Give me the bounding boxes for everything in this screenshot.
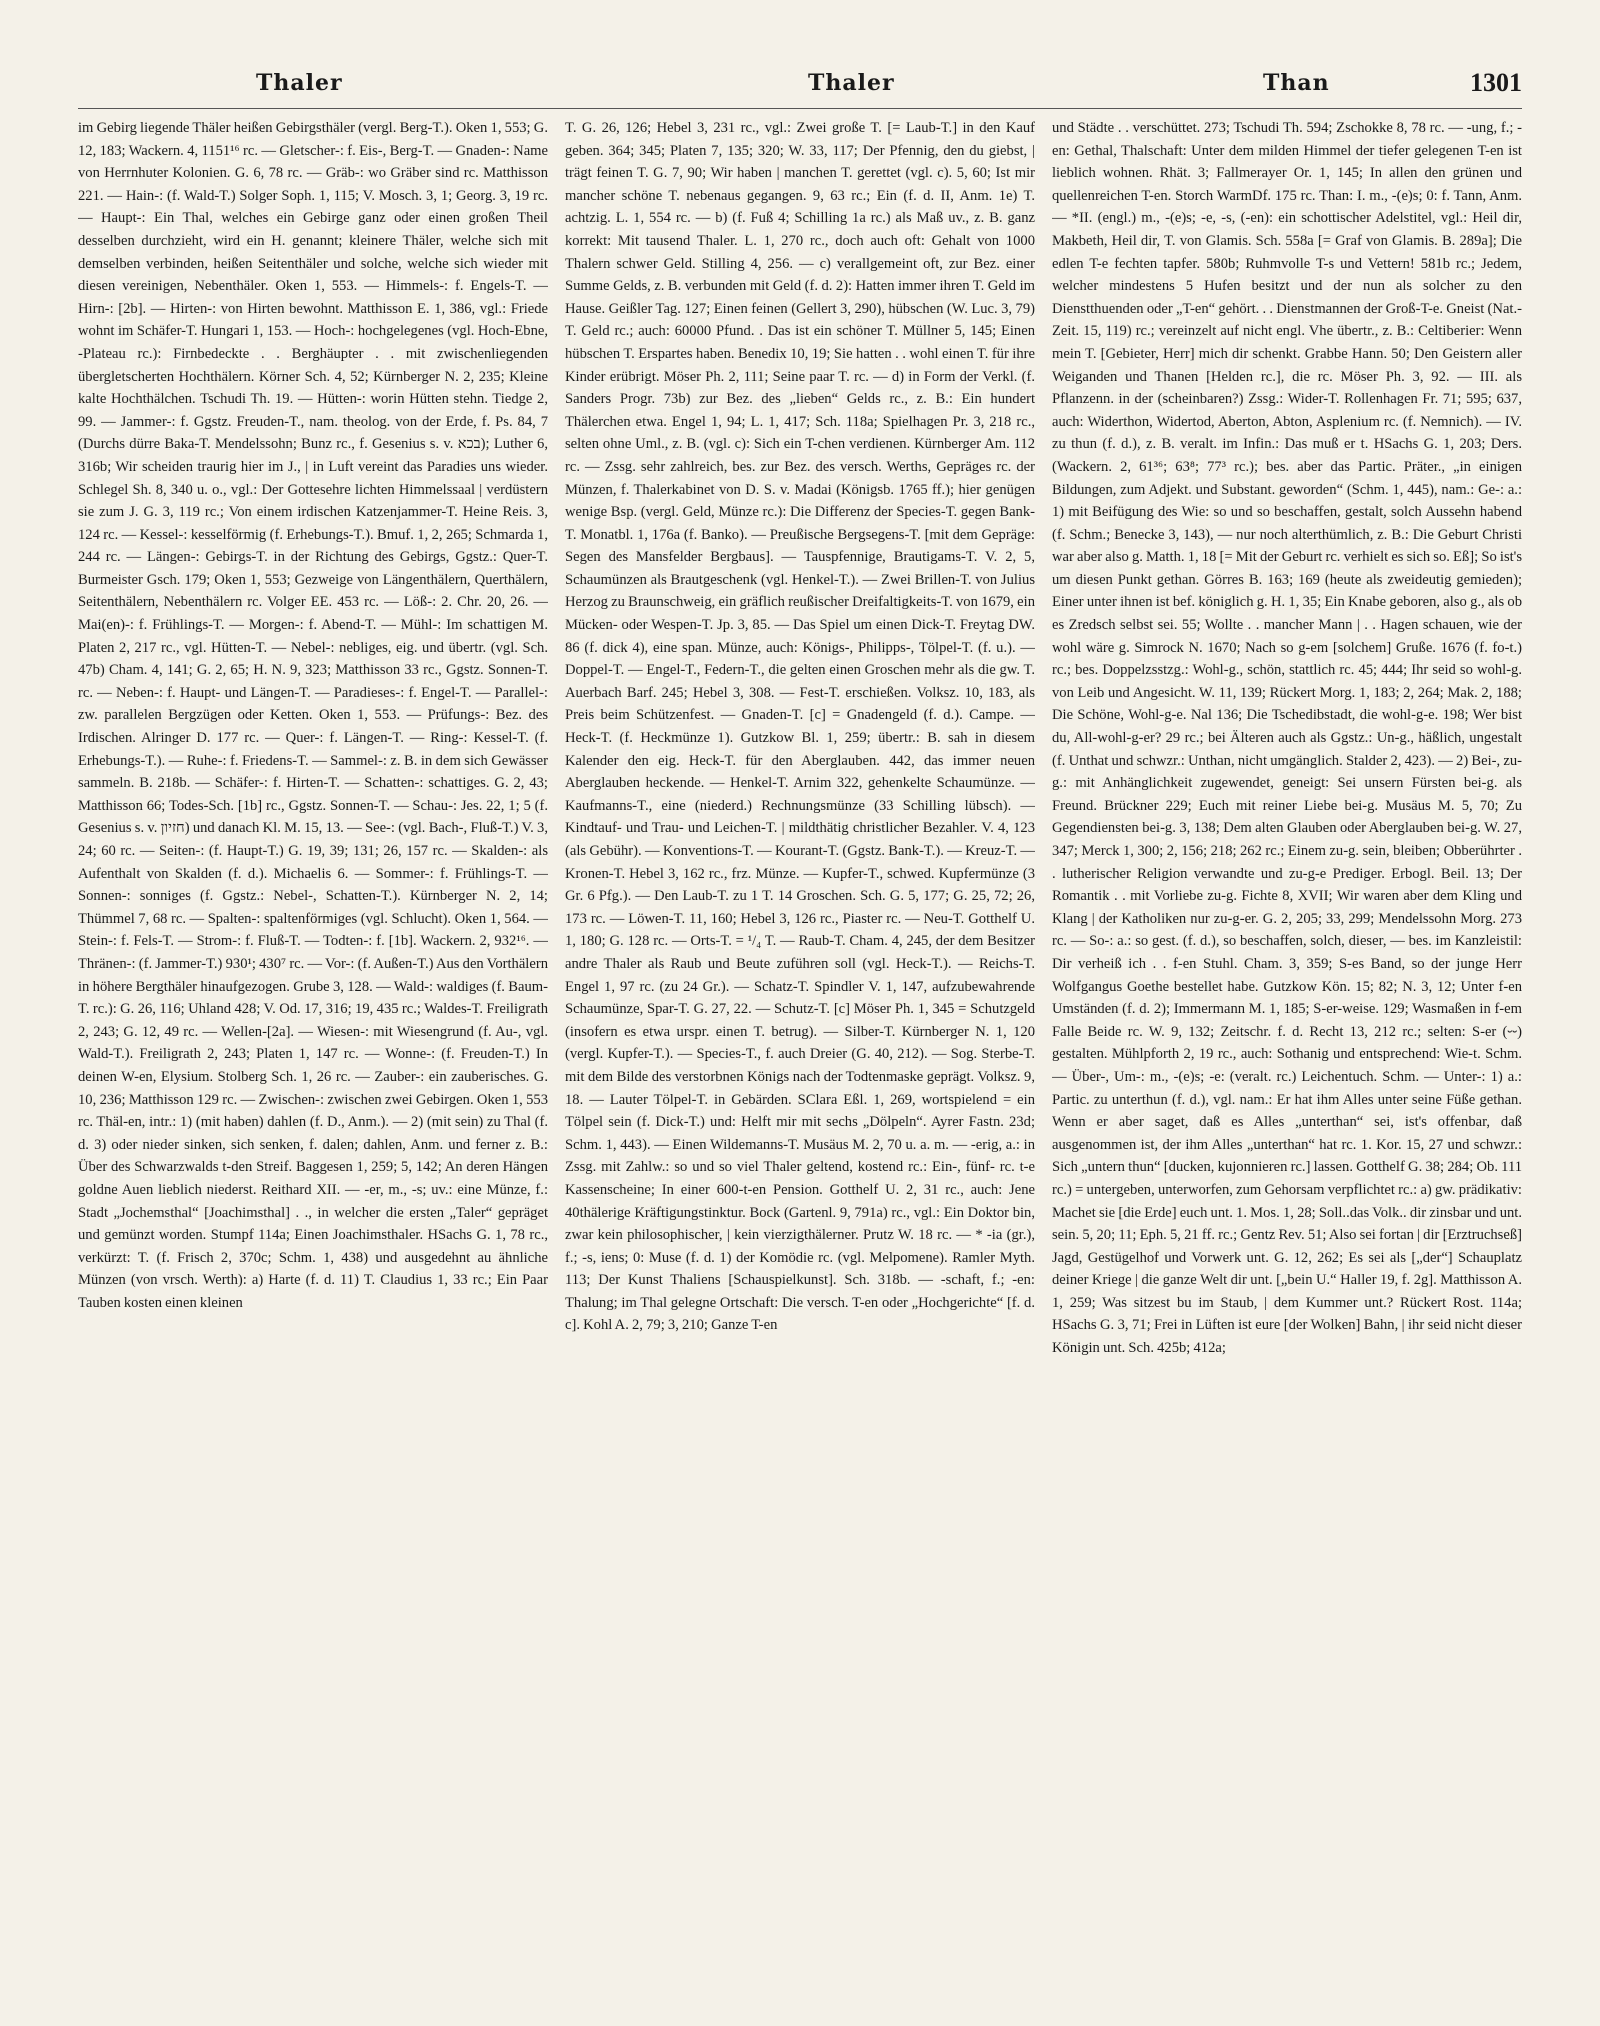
column-left: im Gebirg liegende Thäler heißen Gebirgsthäler (vergl. Berg-T.). Oken 1, 553; G. 12, 183; Wackern. 4, 1151¹⁶ rc. — Gletscher-: f. Eis-, Berg-T. — Gnaden-: Name von Herrnhuter Kolonien. G. 6, 78 rc. — Gräb-: wo Gräber sind rc. Matthisson 221. — Hain-: (f. Wald-T.) Solger Soph. 1, 115; V. Mosch. 3, 1; Georg. 3, 19 rc. — Haupt-: Ein Thal, welches ein Gebirge ganz oder einen großen Theil desselben durchzieht, wird ein H. genannt; kleinere Thäler, welche sich mit demselben verbinden, heißen Seitenthäler und solche, welche sich wieder mit diesen vereinigen, Nebenthäler. Oken 1, 553. — Himmels-: f. Engels-T. — Hirn-: [2b]. — Hirten-: von Hirten bewohnt. Matthisson E. 1, 386, vgl.: Friede wohnt im Schäfer-T. Hungari 1, 153. — Hoch-: hochgelegenes (vgl. Hoch-Ebne, -Plateau rc.): Firnbedeckte . . Berghäupter . . mit zwischenliegenden übergletscherten Hochthälern. Körner Sch. 4, 52; Kürnberger N. 2, 235; Kleine kalte Hochthälchen. Tschudi Th. 19. — Hütten-: worin Hütten stehn. Tiedge 2, 99. — Jammer-: f. Ggstz. Freuden-T., nam. theolog. von der Erde, f. Ps. 84, 7 (Durchs dürre Baka-T. Mendelssohn; Bunz rc., f. Gesenius s. v. בכא); Luther 6, 316b; Wir scheiden traurig hier im J., | in Luft vereint das Paradies uns wieder. Schlegel Sh. 8, 340 u. o., vgl.: Der Gottesehre lichten Himmelssaal | verdüstern sie zum J. G. 3, 119 rc.; Von einem irdischen Katzenjammer-T. Heine Reis. 3, 124 rc. — Kessel-: kesselförmig (f. Erhebungs-T.). Bmuf. 1, 2, 265; Schmarda 1, 244 rc. — Längen-: Gebirgs-T. in der Richtung des Gebirgs, Ggstz.: Quer-T. Burmeister Gsch. 179; Oken 1, 553; Gezweige von Längenthälern, Querthälern, Seitenthälern, Nebenthälern rc. Volger EE. 453 rc. — Löß-: 2. Chr. 20, 26. — Mai(en)-: f. Frühlings-T. — Morgen-: f. Abend-T. — Mühl-: Im schattigen M. Platen 2, 217 rc., vgl. Hütten-T. — Nebel-: nebliges, eig. und übertr. (vgl. Sch. 47b) Cham. 4, 141; G. 2, 65; H. N. 9, 323; Matthisson 33 rc., Ggstz. Sonnen-T. rc. — Neben-: f. Haupt- und Längen-T. — Paradieses-: f. Engel-T. — Parallel-: zw. parallelen Bergzügen oder Ketten. Oken 1, 553. — Prüfungs-: Bez. des Irdischen. Alringer D. 177 rc. — Quer-: f. Längen-T. — Ring-: Kessel-T. (f. Erhebungs-T.). — Ruhe-: f. Friedens-T. — Sammel-: z. B. in dem sich Gewässer sammeln. B. 218b. — Schäfer-: f. Hirten-T. — Schatten-: schattiges. G. 2, 43; Matthisson 66; Todes-Sch. [1b] rc., Ggstz. Sonnen-T. — Schau-: Jes. 22, 1; 5 (f. Gesenius s. v. חזיון) und danach Kl. M. 15, 13. — See-: (vgl. Bach-, Fluß-T.) V. 3, 24; 60 rc. — Seiten-: (f. Haupt-T.) G. 19, 39; 131; 26, 157 rc. — Skalden-: als Aufenthalt von Skalden (f. d.). Michaelis 6. — Sommer-: f. Frühlings-T. — Sonnen-: sonniges (f. Ggstz.: Nebel-, Schatten-T.). Kürnberger N. 2, 14; Thümmel 7, 68 rc. — Spalten-: spaltenförmiges (vgl. Schlucht). Oken 1, 564. — Stein-: f. Fels-T. — Strom-: f. Fluß-T. — Todten-: f. [1b]. Wackern. 2, 932¹⁶. — Thränen-: (f. Jammer-T.) 930¹; 430⁷ rc. — Vor-: (f. Außen-T.) Aus den Vorthälern in höhere Bergthäler hinaufgezogen. Grube 3, 128. — Wald-: waldiges (f. Baum-T. rc.): G. 26, 116; Uhland 428; V. Od. 17, 316; 19, 435 rc.; Waldes-T. Freiligrath 2, 243; G. 12, 49 rc. — Wellen-[2a]. — Wiesen-: mit Wiesengrund (f. Au-, vgl. Wald-T.). Freiligrath 2, 243; Platen 1, 147 rc. — Wonne-: (f. Freuden-T.) In deinen W-en, Elysium. Stolberg Sch. 1, 26 rc. — Zauber-: ein zauberisches. G. 10, 236; Matthisson 129 rc. — Zwischen-: zwischen zwei Gebirgen. Oken 1, 553 rc. Thäl-en, intr.: 1) (mit haben) dahlen (f. D., Anm.). — 2) (mit sein) zu Thal (f. d. 3) oder nieder sinken, sich senken, f. dalen; dahlen, Anm. und ferner z. B.: Über des Schwarzwalds t-den Streif. Baggesen 1, 259; 5, 142; An deren Hängen goldne Auen lieblich niederst. Reithard XII. — -er, m., -s; uv.: eine Münze, f.: Stadt „Jochemsthal“ [Joachimsthal] . ., in welcher die ersten „Taler“ gepräget und gemünzt worden. Stumpf 114a; Einen Joachimsthaler. HSachs G. 1, 78 rc., verkürzt: T. (f. Frisch 2, 370c; Schm. 1, 438) und ausgedehnt au ähnliche Münzen (von vrsch. Werth): a) Harte (f. d. 11) T. Claudius 1, 33 rc.; Ein Paar Tauben kosten einen kleinen bbox=[78, 120, 548, 1311]
column-right: und Städte . . verschüttet. 273; Tschudi Th. 594; Zschokke 8, 78 rc. — -ung, f.; -en: Gethal, Thalschaft: Unter dem milden Himmel der tiefer gelegenen T-en ist lieblich wohnen. Rhät. 3; Fallmerayer Or. 1, 145; In allen den grünen und quellenreichen T-en. Storch WarmDf. 175 rc. Than: I. m., -(e)s; 0: f. Tann, Anm. — *II. (engl.) m., -(e)s; -e, -s, (-en): ein schottischer Adelstitel, vgl.: Heil dir, Makbeth, Heil dir, T. von Glamis. Sch. 558a [= Graf von Glamis. B. 289a]; Die edlen T-e fechten tapfer. 580b; Ruhmvolle T-s und Vettern! 581b rc.; Jedem, welcher mindestens 5 Hufen besitzt und der nun als solcher zu den Dienstthuenden oder „T-en“ gehört. . . Dienstmannen der Groß-T-e. Gneist (Nat.-Zeit. 15, 119) rc.; vereinzelt auf nicht engl. Vhe übertr., z. B.: Celtiberier: Wenn mein T. [Gebieter, Herr] mich dir schenkt. Grabbe Hann. 50; Den Geistern aller Weiganden und Thanen [Helden rc.], die rc. Möser Ph. 3, 92. — III. als Pflanzenn. in der (scheinbaren?) Zssg.: Wider-T. Rollenhagen Fr. 71; 595; 637, auch: Widerthon, Widertod, Aberton, Abton, Asplenium rc. (f. Nemnich). — IV. zu thun (f. d.), z. B. veralt. im Infin.: Das muß er t. HSachs G. 1, 203; Ders. (Wackern. 2, 61³⁶; 63⁸; 77³ rc.); bes. aber das Partic. Präter., „in einigen Bildungen, zum Adjekt. und Substant. geworden“ (Schm. 1, 445), nam.: Ge-: a.: 1) mit Beifügung des Wie: so und so beschaffen, gestalt, solch Aussehn habend (f. Schm.; Benecke 3, 143), — nur noch alterthümlich, z. B.: Die Geburt Christi war aber also g. Matth. 1, 18 [= Mit der Geburt rc. verhielt es sich so. Eß]; So ist's um diesen Punkt gethan. Görres B. 163; 169 (heute als zweideutig gemieden); Einer unter ihnen ist bef. königlich g. H. 1, 35; Ein Knabe geboren, also g., als ob es Zredsch selbst sei. 55; Wollte . . mancher Mann | . . Hagen schauen, wie der wohl wäre g. Simrock N. 1670; Nach so g-em [solchem] Gruße. 1676 (f. fo-t.) rc.; bes. Doppelzsstzg.: Wohl-g., schön, stattlich rc. 45; 444; Ihr seid so wohl-g. von Leib und Angesicht. W. 11, 139; Rückert Morg. 1, 183; 2, 264; Mak. 2, 188; Die Schöne, Wohl-g-e. Nal 136; Die Tschedibstadt, die wohl-g-e. 198; Wer bist du, All-wohl-g-er? 29 rc.; bei Älteren auch als Ggstz.: Un-g., häßlich, ungestalt (f. Unthat und schwzr.: Unthan, nicht umgänglich. Stalder 2, 423). — 2) Bei-, zu-g.: mit Anhänglichkeit zugewendet, geneigt: Sei unsern Fürsten bei-g. als Freund. Brückner 229; Euch mit reiner Liebe bei-g. Musäus M. 5, 70; Zu Gegendiensten bei-g. 3, 138; Dem alten Glauben oder Aberglauben bei-g. W. 27, 347; Merck 1, 300; 2, 156; 218; 262 rc.; Einem zu-g. sein, bleiben; Obberührter . . lutherischer Religion verwandte und zu-g-e Prediger. Erbogl. Beil. 13; Der Romantik . . mit Vorliebe zu-g. Fichte 8, XVII; Wir waren aber dem Kling und Klang | der Katholiken nur zu-g-er. G. 2, 205; 33, 299; Mendelssohn Morg. 273 rc. — So-: a.: so gest. (f. d.), so beschaffen, solch, dieser, — bes. im Kanzleistil: Dir verheiß ich . . f-en Stuhl. Cham. 3, 359; S-es Band, so der junge Herr Wolfgangus Goethe bestellet habe. Gutzkow Kön. 15; 82; N. 3, 12; Unter f-en Umständen (f. d. 2); Immermann M. 1, 185; S-er-weise. 129; Wasmaßen in f-em Falle Beide rc. W. 9, 132; Zeitschr. f. d. Recht 13, 212 rc.; selten: S-er (⏑⏑) gestalten. Mühlpforth 2, 19 rc., auch: Sothanig und entsprechend: Wie-t. Schm. — Über-, Um-: m., -(e)s; -e: (veralt. rc.) Leichentuch. Schm. — Unter-: 1) a.: Partic. zu unterthun (f. d.), vgl. nam.: Er hat ihm Alles unter seine Füße gethan. Wenn er aber saget, daß es Alles „unterthan“ sei, ist's offenbar, daß ausgenommen ist, der ihm Alles „unterthan“ hat rc. 1. Kor. 15, 27 und schwzr.: Sich „untern thun“ [ducken, kujonnieren rc.] lassen. Gotthelf G. 38; 284; Ob. 111 rc.) = untergeben, unterworfen, zum Gehorsam verpflichtet rc.: a) gw. prädikativ: Machet sie [die Erde] euch unt. 1. Mos. 1, 28; Soll..das Volk.. dir zinsbar und unt. sein. 5, 20; 11; Eph. 5, 21 ff. rc.; Gentz Rev. 51; Also sei fortan | dir [Erztruchseß] Jagd, Gestügelhof und Vorwerk unt. G. 12, 262; Es sei als [„der“] Schauplatz deiner Kriege | die ganze Welt dir unt. [„bein U.“ Haller 19, f. 2g]. Matthisson A. 1, 259; Was sitzest bu im Staub, | dem Kummer unt.? Rückert Rost. 114a; HSachs G. 3, 71; Frei in Lüften ist eure [der Wolken] Bahn, | ihr seid nicht dieser Königin unt. Sch. 425b; 412a; bbox=[1052, 120, 1522, 1357]
text-columns bbox=[78, 117, 1522, 1997]
running-head-center: Thaler bbox=[808, 70, 895, 96]
column-middle: T. G. 26, 126; Hebel 3, 231 rc., vgl.: Zwei große T. [= Laub-T.] in den Kauf geben. 364; 345; Platen 7, 135; 320; W. 33, 117; Der Pfennig, den du giebst, | trägt feinen T. G. 7, 90; Wir haben | manchen T. gerettet (vgl. c). 5, 60; Ist mir mancher schöne T. nebenaus gegangen. 9, 63 rc.; Ein (f. d. II, Anm. 1e) T. achtzig. L. 1, 554 rc. — b) (f. Fuß 4; Schilling 1a rc.) als Maß uv., z. B. ganz korrekt: Mit tausend Thaler. L. 1, 270 rc., doch auch oft: Gehalt von 1000 Thalern schwer Geld. Stilling 4, 256. — c) verallgemeint oft, zur Bez. einer Summe Gelds, z. B. verbunden mit Geld (f. d. 2): Hatten immer ihren T. Geld im Hause. Geißler Tag. 127; Einen feinen (Gellert 3, 290), hübschen (W. Luc. 3, 79) T. Geld rc.; auch: 60000 Pfund. . Das ist ein schöner T. Müllner 5, 145; Einen hübschen T. Erspartes haben. Benedix 10, 19; Sie hatten . . wohl einen T. für ihre Kinder erübrigt. Möser Ph. 2, 111; Seine paar T. rc. — d) in Form der Verkl. (f. Sanders Progr. 73b) zur Bez. des „lieben“ Gelds rc., z. B.: Ein hundert Thälerchen etwa. Engel 1, 94; L. 1, 417; Sch. 118a; Spielhagen Pr. 3, 218 rc., selten ohne Uml., z. B. (vgl. c): Sich ein T-chen verdienen. Kürnberger Am. 112 rc. — Zssg. sehr zahlreich, bes. zur Bez. des versch. Werths, Gepräges rc. der Münzen, f. Thalerkabinet von D. S. v. Madai (Königsb. 1765 ff.); hier genügen wenige Bsp. (vergl. Geld, Münze rc.): Die Differenz der Species-T. gegen Bank-T. Monatbl. 1, 176a (f. Banko). — Preußische Bergsegens-T. [mit dem Gepräge: Segen des Mansfelder Bergbaus]. — Tauspfennige, Brautigams-T. V. 2, 5, Schaumünzen als Brautgeschenk (vgl. Henkel-T.). — Zwei Brillen-T. von Julius Herzog zu Braunschweig, ein gräflich reußischer Dreifaltigkeits-T. von 1679, ein Mücken- oder Wespen-T. Jp. 3, 85. — Das Spiel um einen Dick-T. Freytag DW. 86 (f. dick 4), eine span. Münze, auch: Königs-, Philipps-, Tölpel-T. (f. u.). — Doppel-T. — Engel-T., Federn-T., die gelten einen Groschen mehr als die gw. T. Auerbach Barf. 245; Hebel 3, 308. — Fest-T. erschießen. Volksz. 10, 183, als Preis beim Schützenfest. — Gnaden-T. [c] = Gnadengeld (f. d.). Campe. — Heck-T. (f. Heckmünze 1). Gutzkow Bl. 1, 259; übertr.: B. sah in diesem Kalender den eig. Heck-T. für den Aberglauben. 442, das immer neuen Aberglauben heckende. — Henkel-T. Arnim 322, gehenkelte Schaumünze. — Kaufmanns-T., eine (niederd.) Rechnungsmünze (33 Schilling lübsch). — Kindtauf- und Trau- und Leichen-T. | mildthätig christlicher Bezahler. V. 4, 123 (als Gebühr). — Konventions-T. — Kourant-T. (Ggstz. Bank-T.). — Kreuz-T. — Kronen-T. Hebel 3, 162 rc., frz. Münze. — Kupfer-T., schwed. Kupfermünze (3 Gr. 6 Pfg.). — Den Laub-T. zu 1 T. 14 Groschen. Sch. G. 5, 177; G. 25, 72; 26, 173 rc. — Löwen-T. 11, 160; Hebel 3, 126 rc., Piaster rc. — Neu-T. Gotthelf U. 1, 180; G. 128 rc. — Orts-T. = ¹/₄ T. — Raub-T. Cham. 4, 245, der dem Besitzer andre Thaler als Raub und Beute zuführen soll (vgl. Heck-T.). — Reichs-T. Engel 1, 97 rc. (zu 24 Gr.). — Schatz-T. Spindler V. 1, 147, aufzubewahrende Schaumünze, Spar-T. G. 27, 22. — Schutz-T. [c] Möser Ph. 1, 345 = Schutzgeld (insofern es etwa urspr. einen T. betrug). — Silber-T. Kürnberger N. 1, 120 (vergl. Kupfer-T.). — Species-T., f. auch Dreier (G. 40, 212). — Sog. Sterbe-T. mit dem Bilde des verstorbnen Königs nach der Todtenmaske geprägt. Volksz. 9, 18. — Lauter Tölpel-T. in Gebärden. SClara Eßl. 1, 269, wortspielend = ein Tölpel sein (f. Dick-T.) und: Helft mir mit sechs „Dölpeln“. Ayrer Fastn. 23d; Schm. 1, 443). — Einen Wildemanns-T. Musäus M. 2, 70 u. a. m. — -erig, a.: in Zssg. mit Zahlw.: so und so viel Thaler geltend, kostend rc.: Ein-, fünf- rc. t-e Kassenscheine; In einer 600-t-en Pension. Gotthelf U. 2, 31 rc., auch: Jene 40thälerige Kräftigungstinktur. Bock (Gartenl. 9, 791a) rc., vgl.: Ein Doktor bin, zwar kein philosophischer, | kein vierzigthälerner. Prutz W. 18 rc. — * -ia (gr.), f.; -s, iens; 0: Muse (f. d. 1) der Komödie rc. (vgl. Melpomene). Ramler Myth. 113; Der Kunst Thaliens [Schauspielkunst]. Sch. 318b. — -schaft, f.; -en: Thalung; im Thal gelegne Ortschaft: Die versch. T-en oder „Hochgerichte“ [f. d. c]. Kohl A. 2, 79; 3, 210; Ganze T-en bbox=[565, 120, 1035, 1334]
running-head-left: Thaler bbox=[256, 70, 343, 96]
page-number: 1301 bbox=[1470, 68, 1522, 97]
page-header bbox=[78, 70, 1522, 109]
running-head-right: Than bbox=[1263, 70, 1330, 96]
